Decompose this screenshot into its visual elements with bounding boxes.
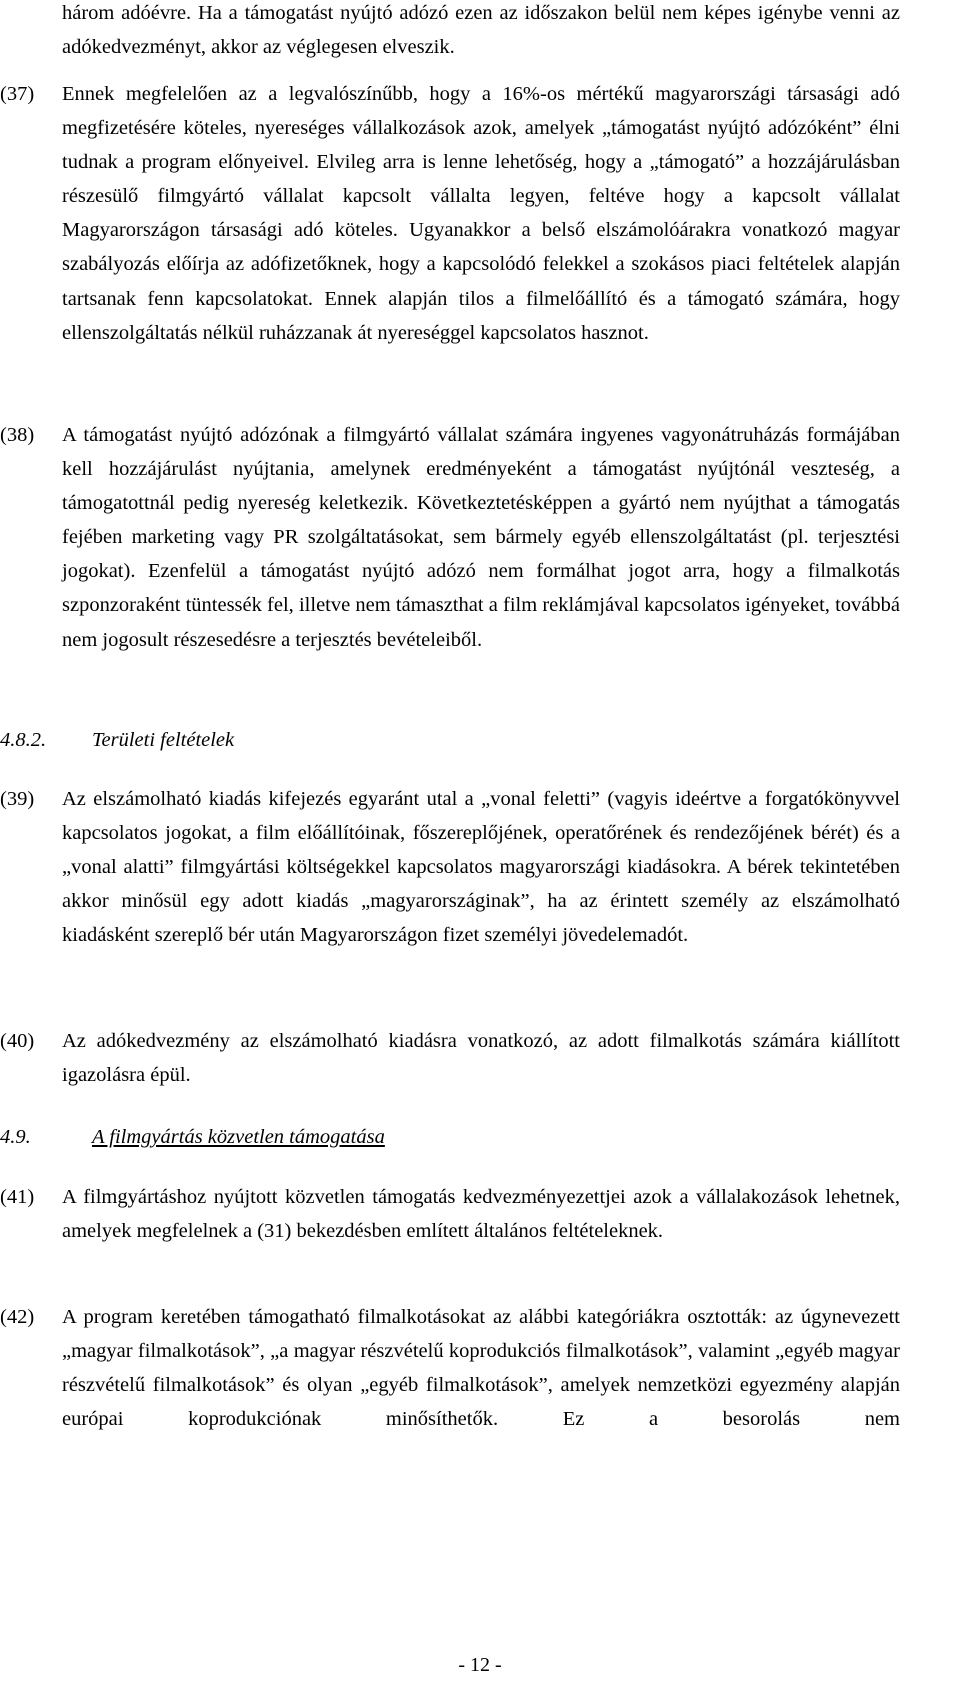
paragraph-41 (0, 1180, 900, 1248)
paragraph-text: Az adókedvezmény az elszámolható kiadásra vonatkozó, az adott filmalkotás számára kiállított igazolásra épül. (62, 1030, 900, 1087)
page-number: - 12 - (458, 1654, 502, 1676)
section-title: Területi feltételek (92, 729, 235, 751)
section-number: 4.8.2. (0, 729, 47, 751)
paragraph-number: (37) (0, 83, 35, 105)
paragraph-37 (0, 77, 900, 350)
paragraph-number: (41) (0, 1186, 35, 1208)
paragraph-text: A filmgyártáshoz nyújtott közvetlen támogatás kedvezményezettjei azok a vállalakozások lehetnek, amelyek megfelelnek a (31) bekezdésben említett általános feltételeknek. (62, 1186, 900, 1243)
paragraph-number: (38) (0, 424, 35, 446)
lead-text: három adóévre. Ha a támogatást nyújtó adózó ezen az időszakon belül nem képes igénybe venni az adókedvezményt, akkor az véglegesen elveszik. (62, 2, 900, 59)
paragraph-number: (39) (0, 788, 35, 810)
paragraph-number: (42) (0, 1306, 35, 1328)
paragraph-38 (0, 418, 900, 657)
paragraph-text: A támogatást nyújtó adózónak a filmgyártó vállalat számára ingyenes vagyonátruházás formájában kell hozzájárulást nyújtania, amelynek eredményeként a támogatást nyújtónál veszteség, a támogatottnál pedig nyereség keletkezik. Következtetésképpen a gyártó nem nyújthat a támogatás fejében marketing vagy PR szolgáltatásokat, sem bármely egyéb ellenszolgáltatást (pl. terjesztési jogokat). Ezenfelül a támogatást nyújtó adózó nem formálhat jogot arra, hogy a filmalkotás szponzoraként tüntessék fel, illetve nem támaszthat a film reklámjával kapcsolatos igényeket, továbbá nem jogosult részesedésre a terjesztés bevételeiből. (62, 424, 900, 651)
paragraph-text: Az elszámolható kiadás kifejezés egyaránt utal a „vonal feletti” (vagyis ideértve a forgatókönyvvel kapcsolatos jogokat, a film előállítóinak, főszereplőjének, operatőrének és rendezőjének bérét) és a „vonal alatti” filmgyártási költségekkel kapcsolatos magyarországi kiadásokra. A bérek tekintetében akkor minősül egy adott kiadás „magyarországinak”, ha az érintett személy az elszámolható kiadásként szereplő bér után Magyarországon fizet személyi jövedelemadót. (62, 788, 900, 947)
paragraph-40 (0, 1024, 900, 1092)
paragraph-number: (40) (0, 1030, 35, 1052)
paragraph-text: Ennek megfelelően az a legvalószínűbb, hogy a 16%-os mértékű magyarországi társasági adó megfizetésére köteles, nyereséges vállalkozások azok, amelyek „támogatást nyújtó adózóként” élni tudnak a program előnyeivel. Elvileg arra is lenne lehetőség, hogy a „támogató” a hozzájárulásban részesülő filmgyártó vállalat kapcsolt vállalta legyen, feltéve hogy a kapcsolt vállalat Magyarországon társasági adó köteles. Ugyanakkor a belső elszámolóárakra vonatkozó magyar szabályozás előírja az adófizetőknek, hogy a kapcsolódó felekkel a szokásos piaci feltételek alapján tartsanak fenn kapcsolatokat. Ennek alapján tilos a filmelőállító és a támogató számára, hogy ellenszolgáltatás nélkül ruházzanak át nyereséggel kapcsolatos hasznot. (62, 83, 900, 344)
section-title: A filmgyártás közvetlen támogatása (92, 1126, 385, 1148)
paragraph-39 (0, 782, 900, 952)
paragraph-42 (0, 1300, 900, 1436)
section-number: 4.9. (0, 1126, 31, 1148)
paragraph-text: A program keretében támogatható filmalkotásokat az alábbi kategóriákra osztották: az úgynevezett „magyar filmalkotások”, „a magyar részvételű koprodukciós filmalkotások”, valamint „egyéb magyar részvételű filmalkotások” és olyan „egyéb filmalkotások”, amelyek nemzetközi egyezmény alapján európai koprodukciónak minősíthetők. Ez a besorolás nem (62, 1306, 900, 1431)
